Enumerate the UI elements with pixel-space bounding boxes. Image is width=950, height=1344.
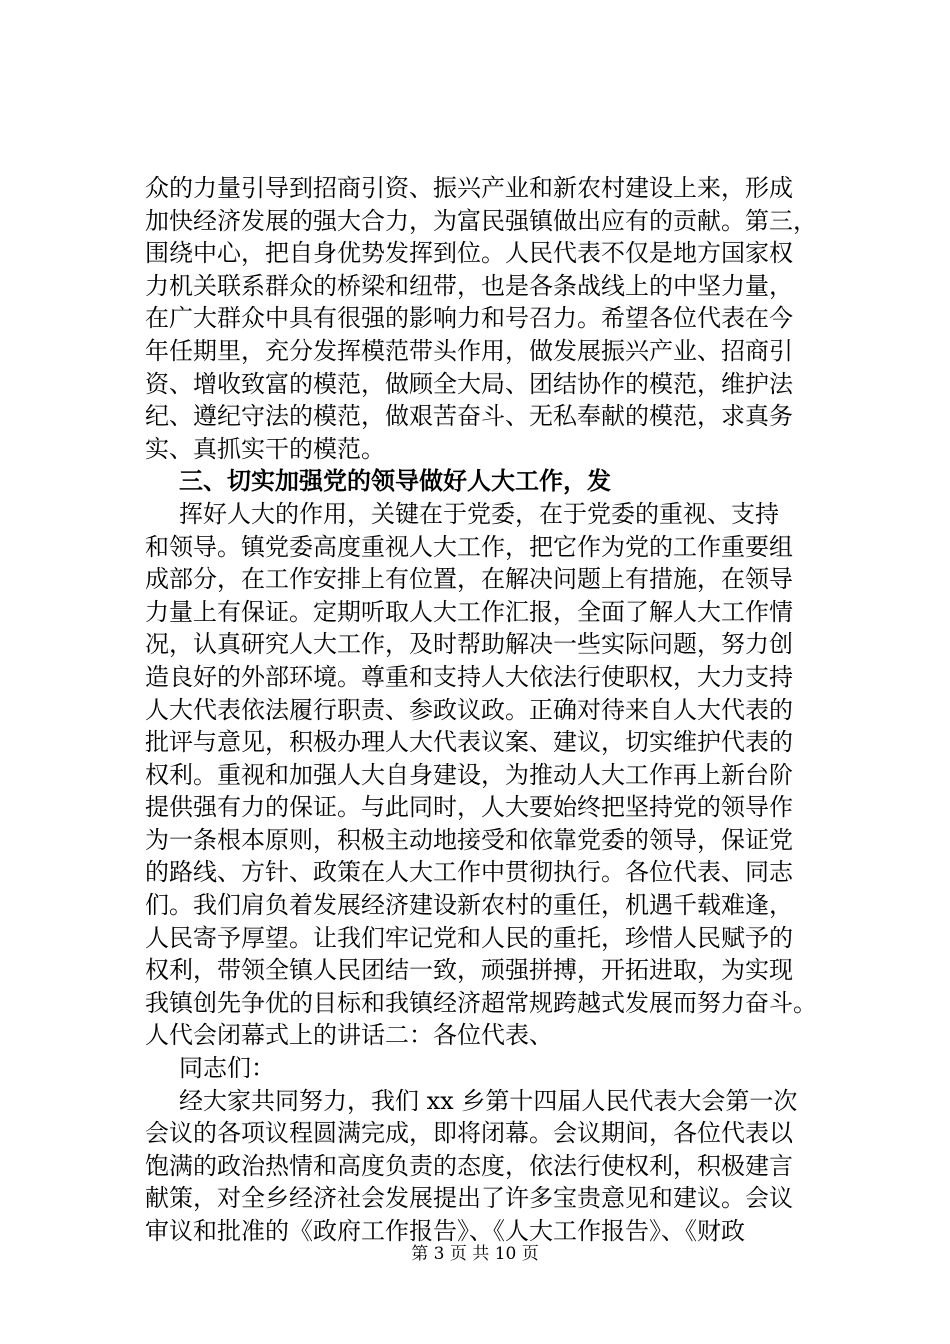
text-line: 纪、遵纪守法的模范，做艰苦奋斗、无私奉献的模范，求真务 [145,402,793,431]
text-line: 同志们： [179,1054,275,1083]
text-line: 力量上有保证。定期听取人大工作汇报，全面了解人大工作情 [145,597,793,626]
text-line: 我镇创先争优的目标和我镇经济超常规跨越式发展而努力奋斗。 [145,988,817,1017]
text-line: 为一条根本原则，积极主动地接受和依靠党委的领导，保证党 [145,825,793,854]
text-line: 会议的各项议程圆满完成，即将闭幕。会议期间，各位代表以 [145,1119,793,1148]
text-line: 加快经济发展的强大合力，为富民强镇做出应有的贡献。第三， [145,206,817,235]
text-line: 们。我们肩负着发展经济建设新农村的重任，机遇千载难逢， [145,891,793,920]
text-line: 审议和批准的《政府工作报告》、《人大工作报告》、《财政 [145,1217,745,1245]
text-line: 献策，对全乡经济社会发展提出了许多宝贵意见和建议。会议 [145,1184,793,1213]
text-line: 的路线、方针、政策在人大工作中贯彻执行。各位代表、同志 [145,858,793,887]
text-line: 人民寄予厚望。让我们牢记党和人民的重托，珍惜人民赋予的 [145,923,793,952]
text-line: 实、真抓实干的模范。 [145,434,385,463]
text-line: 提供强有力的保证。与此同时，人大要始终把坚持党的领导作 [145,793,793,822]
text-line: 年任期里，充分发挥模范带头作用，做发展振兴产业、招商引 [145,336,793,365]
text-line: 众的力量引导到招商引资、振兴产业和新农村建设上来，形成 [145,174,793,202]
text-line: 饱满的政治热情和高度负责的态度，依法行使权利，积极建言 [145,1151,793,1180]
text-line: 围绕中心，把自身优势发挥到位。人民代表不仅是地方国家权 [145,239,793,268]
text-line: 和领导。镇党委高度重视人大工作，把它作为党的工作重要组 [145,532,793,561]
text-line: 人大代表依法履行职责、参政议政。正确对待来自人大代表的 [145,695,793,724]
body-text [145,172,825,1248]
text-line: 人代会闭幕式上的讲话二：各位代表、 [145,1021,553,1050]
text-line: 成部分，在工作安排上有位置，在解决问题上有措施，在领导 [145,565,793,594]
text-line: 批评与意见，积极办理人大代表议案、建议，切实维护代表的 [145,728,793,757]
text-line: 经大家共同努力，我们 xx 乡第十四届人民代表大会第一次 [179,1086,798,1115]
text-line: 在广大群众中具有很强的影响力和号召力。希望各位代表在今 [145,304,793,333]
text-line: 造良好的外部环境。尊重和支持人大依法行使职权，大力支持 [145,662,793,691]
section-heading: 三、切实加强党的领导做好人大工作，发 [179,467,611,496]
page-number: 第 3 页 共 10 页 [411,1244,539,1264]
text-line: 资、增收致富的模范，做顾全大局、团结协作的模范，维护法 [145,369,793,398]
text-line: 权利，带领全镇人民团结一致，顽强拼搏，开拓进取，为实现 [145,956,793,985]
text-line: 挥好人大的作用，关键在于党委，在于党委的重视、支持 [179,499,779,528]
page-footer [0,1243,950,1265]
text-line: 力机关联系群众的桥梁和纽带，也是各条战线上的中坚力量， [145,271,793,300]
text-line: 权利。重视和加强人大自身建设，为推动人大工作再上新台阶 [145,760,793,789]
text-line: 况，认真研究人大工作，及时帮助解决一些实际问题，努力创 [145,630,793,659]
